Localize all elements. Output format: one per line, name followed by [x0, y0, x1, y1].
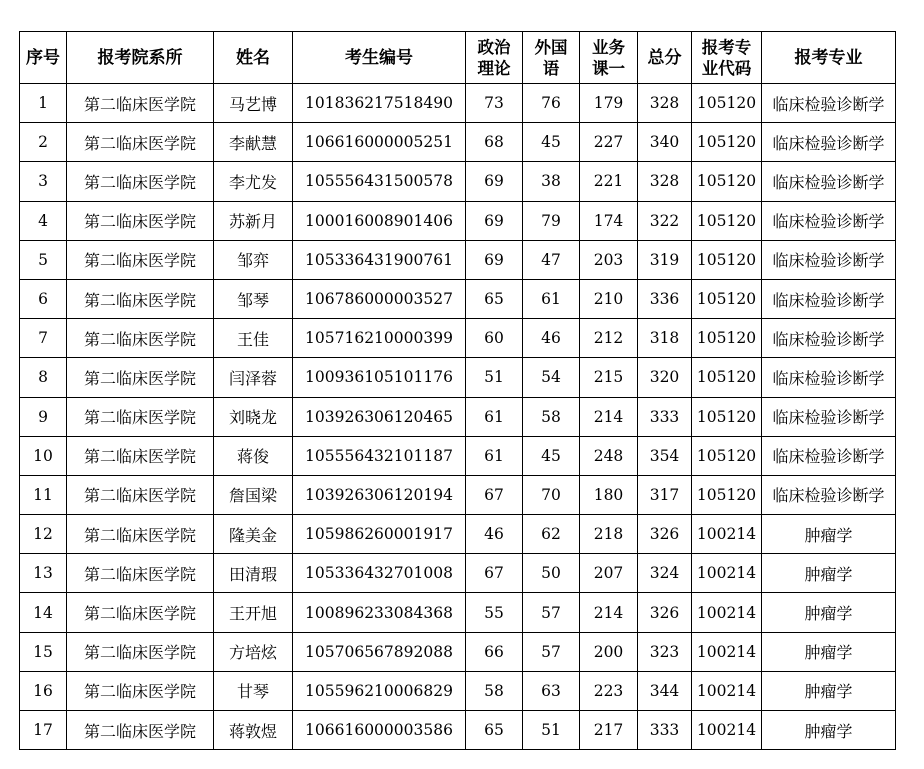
cell-name: 隆美金 — [214, 515, 293, 554]
cell-code: 100214 — [692, 515, 762, 554]
cell-dept: 第二临床医学院 — [67, 515, 214, 554]
cell-foreign: 54 — [523, 358, 580, 397]
cell-code: 100214 — [692, 711, 762, 750]
cell-seq: 16 — [20, 671, 67, 710]
cell-name: 李献慧 — [214, 123, 293, 162]
cell-foreign: 46 — [523, 319, 580, 358]
cell-name: 刘晓龙 — [214, 397, 293, 436]
cell-foreign: 47 — [523, 240, 580, 279]
cell-total: 326 — [638, 593, 692, 632]
table-row — [20, 554, 896, 593]
cell-total: 317 — [638, 475, 692, 514]
cell-seq: 7 — [20, 319, 67, 358]
cell-code: 100214 — [692, 632, 762, 671]
cell-dept: 第二临床医学院 — [67, 279, 214, 318]
cell-name: 甘琴 — [214, 671, 293, 710]
cell-course1: 217 — [580, 711, 638, 750]
header-foreign-line1: 外国 — [534, 37, 568, 57]
cell-course1: 203 — [580, 240, 638, 279]
cell-total: 340 — [638, 123, 692, 162]
cell-major: 肿瘤学 — [762, 593, 896, 632]
table-row — [20, 319, 896, 358]
table-row — [20, 84, 896, 123]
cell-foreign: 63 — [523, 671, 580, 710]
cell-code: 105120 — [692, 319, 762, 358]
cell-foreign: 79 — [523, 201, 580, 240]
cell-course1: 223 — [580, 671, 638, 710]
cell-id: 105716210000399 — [293, 319, 466, 358]
cell-politics: 65 — [466, 711, 523, 750]
cell-seq: 11 — [20, 475, 67, 514]
cell-id: 105556431500578 — [293, 162, 466, 201]
cell-dept: 第二临床医学院 — [67, 84, 214, 123]
table-row — [20, 671, 896, 710]
cell-major: 临床检验诊断学 — [762, 279, 896, 318]
cell-major: 肿瘤学 — [762, 554, 896, 593]
header-row — [20, 32, 896, 84]
cell-dept: 第二临床医学院 — [67, 201, 214, 240]
cell-major: 肿瘤学 — [762, 632, 896, 671]
cell-foreign: 57 — [523, 593, 580, 632]
cell-major: 临床检验诊断学 — [762, 475, 896, 514]
cell-dept: 第二临床医学院 — [67, 240, 214, 279]
cell-politics: 51 — [466, 358, 523, 397]
cell-seq: 4 — [20, 201, 67, 240]
cell-course1: 215 — [580, 358, 638, 397]
cell-seq: 2 — [20, 123, 67, 162]
cell-code: 105120 — [692, 201, 762, 240]
cell-seq: 17 — [20, 711, 67, 750]
table-row — [20, 397, 896, 436]
table-row — [20, 201, 896, 240]
cell-seq: 3 — [20, 162, 67, 201]
table-row — [20, 358, 896, 397]
cell-name: 邹琴 — [214, 279, 293, 318]
cell-code: 105120 — [692, 475, 762, 514]
cell-seq: 1 — [20, 84, 67, 123]
cell-foreign: 76 — [523, 84, 580, 123]
cell-code: 105120 — [692, 240, 762, 279]
cell-politics: 61 — [466, 436, 523, 475]
cell-code: 105120 — [692, 279, 762, 318]
cell-course1: 214 — [580, 593, 638, 632]
header-total: 总分 — [638, 32, 692, 84]
cell-seq: 8 — [20, 358, 67, 397]
header-code-line2: 业代码 — [701, 58, 752, 78]
cell-total: 326 — [638, 515, 692, 554]
cell-name: 蒋敦煜 — [214, 711, 293, 750]
cell-course1: 248 — [580, 436, 638, 475]
header-foreign — [523, 32, 580, 84]
cell-foreign: 38 — [523, 162, 580, 201]
cell-course1: 174 — [580, 201, 638, 240]
cell-course1: 212 — [580, 319, 638, 358]
cell-id: 100016008901406 — [293, 201, 466, 240]
cell-politics: 65 — [466, 279, 523, 318]
cell-seq: 6 — [20, 279, 67, 318]
header-politics-line2: 理论 — [477, 58, 511, 78]
cell-course1: 180 — [580, 475, 638, 514]
cell-dept: 第二临床医学院 — [67, 711, 214, 750]
cell-course1: 218 — [580, 515, 638, 554]
cell-dept: 第二临床医学院 — [67, 358, 214, 397]
cell-seq: 15 — [20, 632, 67, 671]
cell-politics: 67 — [466, 554, 523, 593]
cell-name: 李尤发 — [214, 162, 293, 201]
table-row — [20, 593, 896, 632]
cell-politics: 61 — [466, 397, 523, 436]
cell-major: 临床检验诊断学 — [762, 358, 896, 397]
cell-seq: 10 — [20, 436, 67, 475]
cell-major: 临床检验诊断学 — [762, 319, 896, 358]
cell-total: 328 — [638, 162, 692, 201]
cell-id: 105706567892088 — [293, 632, 466, 671]
cell-total: 320 — [638, 358, 692, 397]
cell-politics: 69 — [466, 201, 523, 240]
score-table-container — [19, 31, 896, 750]
cell-dept: 第二临床医学院 — [67, 123, 214, 162]
cell-total: 322 — [638, 201, 692, 240]
table-header — [20, 32, 896, 84]
cell-name: 马艺博 — [214, 84, 293, 123]
cell-total: 324 — [638, 554, 692, 593]
cell-total: 323 — [638, 632, 692, 671]
cell-major: 临床检验诊断学 — [762, 123, 896, 162]
cell-name: 方培炫 — [214, 632, 293, 671]
cell-name: 蒋俊 — [214, 436, 293, 475]
cell-politics: 66 — [466, 632, 523, 671]
cell-foreign: 70 — [523, 475, 580, 514]
cell-foreign: 50 — [523, 554, 580, 593]
cell-id: 100896233084368 — [293, 593, 466, 632]
cell-major: 临床检验诊断学 — [762, 84, 896, 123]
cell-id: 105336431900761 — [293, 240, 466, 279]
header-foreign-line2: 语 — [542, 58, 560, 78]
cell-dept: 第二临床医学院 — [67, 475, 214, 514]
cell-politics: 46 — [466, 515, 523, 554]
cell-dept: 第二临床医学院 — [67, 593, 214, 632]
cell-id: 105596210006829 — [293, 671, 466, 710]
cell-total: 344 — [638, 671, 692, 710]
cell-code: 105120 — [692, 397, 762, 436]
cell-name: 王开旭 — [214, 593, 293, 632]
cell-politics: 69 — [466, 240, 523, 279]
cell-dept: 第二临床医学院 — [67, 671, 214, 710]
header-major: 报考专业 — [762, 32, 896, 84]
header-course1-line1: 业务 — [592, 37, 625, 57]
table-row — [20, 279, 896, 318]
cell-dept: 第二临床医学院 — [67, 436, 214, 475]
cell-seq: 12 — [20, 515, 67, 554]
cell-code: 100214 — [692, 671, 762, 710]
cell-id: 101836217518490 — [293, 84, 466, 123]
cell-major: 肿瘤学 — [762, 515, 896, 554]
header-course1 — [580, 32, 638, 84]
cell-foreign: 45 — [523, 436, 580, 475]
cell-major: 临床检验诊断学 — [762, 397, 896, 436]
cell-foreign: 62 — [523, 515, 580, 554]
cell-politics: 69 — [466, 162, 523, 201]
header-dept: 报考院系所 — [67, 32, 214, 84]
cell-total: 333 — [638, 711, 692, 750]
cell-id: 103926306120194 — [293, 475, 466, 514]
cell-major: 临床检验诊断学 — [762, 436, 896, 475]
score-table — [19, 31, 896, 750]
cell-major: 肿瘤学 — [762, 671, 896, 710]
cell-politics: 58 — [466, 671, 523, 710]
cell-code: 105120 — [692, 436, 762, 475]
table-row — [20, 436, 896, 475]
cell-politics: 67 — [466, 475, 523, 514]
table-row — [20, 632, 896, 671]
cell-name: 邹弈 — [214, 240, 293, 279]
cell-code: 100214 — [692, 554, 762, 593]
cell-total: 328 — [638, 84, 692, 123]
cell-id: 106616000003586 — [293, 711, 466, 750]
cell-politics: 60 — [466, 319, 523, 358]
cell-code: 105120 — [692, 84, 762, 123]
cell-course1: 207 — [580, 554, 638, 593]
cell-dept: 第二临床医学院 — [67, 319, 214, 358]
cell-politics: 55 — [466, 593, 523, 632]
cell-id: 103926306120465 — [293, 397, 466, 436]
cell-politics: 68 — [466, 123, 523, 162]
header-name: 姓名 — [214, 32, 293, 84]
cell-dept: 第二临床医学院 — [67, 162, 214, 201]
cell-major: 临床检验诊断学 — [762, 201, 896, 240]
cell-course1: 200 — [580, 632, 638, 671]
cell-id: 106616000005251 — [293, 123, 466, 162]
table-row — [20, 240, 896, 279]
cell-foreign: 57 — [523, 632, 580, 671]
cell-foreign: 45 — [523, 123, 580, 162]
cell-major: 临床检验诊断学 — [762, 240, 896, 279]
cell-id: 100936105101176 — [293, 358, 466, 397]
table-row — [20, 711, 896, 750]
cell-code: 105120 — [692, 123, 762, 162]
cell-total: 318 — [638, 319, 692, 358]
cell-major: 肿瘤学 — [762, 711, 896, 750]
cell-id: 106786000003527 — [293, 279, 466, 318]
cell-total: 319 — [638, 240, 692, 279]
cell-name: 王佳 — [214, 319, 293, 358]
cell-seq: 5 — [20, 240, 67, 279]
cell-dept: 第二临床医学院 — [67, 554, 214, 593]
header-course1-line2: 课一 — [592, 58, 625, 78]
cell-code: 105120 — [692, 358, 762, 397]
table-row — [20, 515, 896, 554]
table-row — [20, 475, 896, 514]
cell-name: 苏新月 — [214, 201, 293, 240]
cell-dept: 第二临床医学院 — [67, 397, 214, 436]
cell-dept: 第二临床医学院 — [67, 632, 214, 671]
cell-major: 临床检验诊断学 — [762, 162, 896, 201]
header-politics-line1: 政治 — [477, 37, 511, 57]
cell-name: 田清瑕 — [214, 554, 293, 593]
cell-seq: 13 — [20, 554, 67, 593]
header-code-line1: 报考专 — [701, 37, 752, 57]
cell-politics: 73 — [466, 84, 523, 123]
cell-foreign: 58 — [523, 397, 580, 436]
cell-foreign: 61 — [523, 279, 580, 318]
table-body — [20, 84, 896, 750]
cell-course1: 214 — [580, 397, 638, 436]
cell-total: 354 — [638, 436, 692, 475]
cell-total: 333 — [638, 397, 692, 436]
cell-id: 105556432101187 — [293, 436, 466, 475]
cell-name: 闫泽蓉 — [214, 358, 293, 397]
cell-code: 100214 — [692, 593, 762, 632]
cell-foreign: 51 — [523, 711, 580, 750]
header-id: 考生编号 — [293, 32, 466, 84]
cell-seq: 9 — [20, 397, 67, 436]
cell-course1: 210 — [580, 279, 638, 318]
cell-total: 336 — [638, 279, 692, 318]
header-seq: 序号 — [20, 32, 67, 84]
table-row — [20, 162, 896, 201]
cell-id: 105336432701008 — [293, 554, 466, 593]
cell-name: 詹国梁 — [214, 475, 293, 514]
header-politics — [466, 32, 523, 84]
cell-seq: 14 — [20, 593, 67, 632]
header-code — [692, 32, 762, 84]
cell-code: 105120 — [692, 162, 762, 201]
cell-course1: 227 — [580, 123, 638, 162]
cell-id: 105986260001917 — [293, 515, 466, 554]
cell-course1: 179 — [580, 84, 638, 123]
cell-course1: 221 — [580, 162, 638, 201]
table-row — [20, 123, 896, 162]
